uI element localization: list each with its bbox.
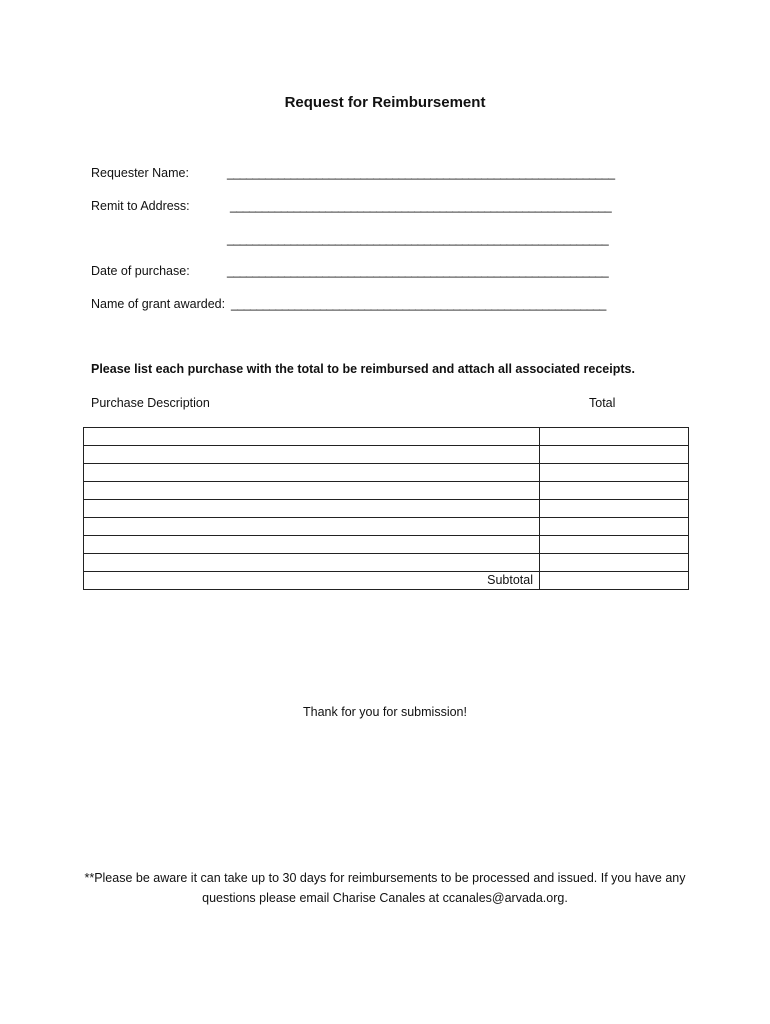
purchase-description-cell[interactable]	[84, 518, 540, 536]
table-row	[84, 518, 689, 536]
table-row	[84, 464, 689, 482]
purchase-description-cell[interactable]	[84, 428, 540, 446]
subtotal-row	[84, 572, 689, 590]
grant-name-field[interactable]: ___________________________________________________________	[231, 297, 606, 311]
instructions-text: Please list each purchase with the total to be reimbursed and attach all associated receipts.	[91, 362, 635, 376]
purchase-total-cell[interactable]	[540, 482, 689, 500]
purchase-total-cell[interactable]	[540, 446, 689, 464]
purchase-description-header: Purchase Description	[91, 396, 210, 410]
table-row	[84, 536, 689, 554]
table-row	[84, 428, 689, 446]
purchase-total-cell[interactable]	[540, 554, 689, 572]
requester-name-field[interactable]: _____________________________________________________________	[227, 166, 615, 180]
subtotal-value-cell[interactable]	[540, 572, 689, 590]
purchase-description-cell[interactable]	[84, 482, 540, 500]
purchase-total-cell[interactable]	[540, 500, 689, 518]
purchase-total-cell[interactable]	[540, 536, 689, 554]
purchase-description-cell[interactable]	[84, 500, 540, 518]
purchase-description-cell[interactable]	[84, 536, 540, 554]
table-row	[84, 554, 689, 572]
purchase-description-cell[interactable]	[84, 554, 540, 572]
purchases-table	[83, 427, 689, 590]
total-header: Total	[589, 396, 616, 410]
table-row	[84, 482, 689, 500]
remit-address-field-2[interactable]: ____________________________________________________________	[227, 232, 609, 246]
table-row	[84, 500, 689, 518]
thank-you-message: Thank for you for submission!	[303, 705, 467, 719]
grant-name-label: Name of grant awarded:	[91, 297, 226, 311]
purchase-description-cell[interactable]	[84, 464, 540, 482]
remit-address-label: Remit to Address:	[91, 199, 190, 213]
purchase-total-cell[interactable]	[540, 464, 689, 482]
purchase-total-cell[interactable]	[540, 428, 689, 446]
purchase-total-cell[interactable]	[540, 518, 689, 536]
processing-notice: **Please be aware it can take up to 30 days for reimbursements to be processed and issued. If you have any questions please email Charise Canales at ccanales@arvada.org.	[84, 871, 686, 905]
remit-address-field-1[interactable]: ____________________________________________________________	[230, 199, 612, 213]
purchase-description-cell[interactable]	[84, 446, 540, 464]
requester-name-label: Requester Name:	[91, 166, 189, 180]
table-row	[84, 446, 689, 464]
date-of-purchase-label: Date of purchase:	[91, 264, 190, 278]
page-title: Request for Reimbursement	[284, 94, 486, 111]
date-of-purchase-field[interactable]: ____________________________________________________________	[227, 264, 609, 278]
subtotal-label: Subtotal	[84, 572, 540, 590]
